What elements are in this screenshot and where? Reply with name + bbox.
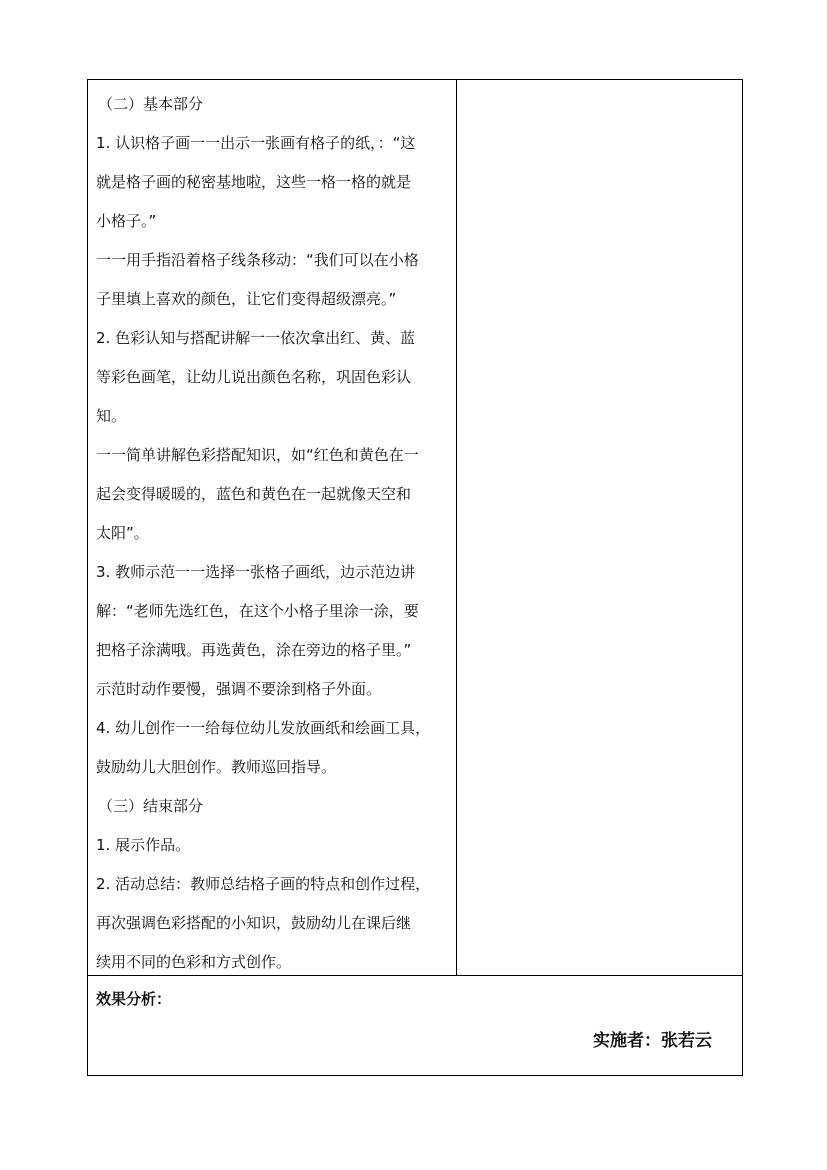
notes-cell [457, 80, 742, 975]
step-4-paragraph: 4. 幼儿创作一一给每位幼儿发放画纸和绘画工具， 鼓励幼儿大胆创作。教师巡回指导。 [96, 719, 431, 776]
step-1-paragraph: 1. 认识格子画一一出示一张画有格子的纸，：“这 就是格子画的秘密基地啦，这些一格一格的就是 小格子。” [96, 134, 416, 230]
activity-process-cell [88, 80, 457, 975]
lesson-plan-table [87, 79, 743, 1076]
section-heading-end: （三）结束部分 [98, 797, 204, 815]
section-heading-basic: （二）基本部分 [98, 95, 204, 113]
effect-analysis-label: 效果分析： [96, 990, 172, 1008]
step-3-paragraph: 3. 教师示范一一选择一张格子画纸，边示范边讲 解：“老师先选红色，在这个小格子里涂一涂，要 把格子涂满哦。再选黄色，涂在旁边的格子里。” 示范时动作要慢，强调不要涂到格子外面。 [96, 563, 419, 698]
implementer-signature: 实施者：张若云 [593, 1031, 712, 1051]
step-1-detail-paragraph: 一一用手指沿着格子线条移动：“我们可以在小格 子里填上喜欢的颜色，让它们变得超级漂亮。” [96, 251, 419, 308]
step-2-paragraph: 2. 色彩认知与搭配讲解一一依次拿出红、黄、蓝 等彩色画笔，让幼儿说出颜色名称，巩固色彩认 知。 [96, 329, 416, 425]
effect-analysis-cell [88, 975, 742, 1075]
step-2-detail-paragraph: 一一简单讲解色彩搭配知识，如“红色和黄色在一 起会变得暖暖的，蓝色和黄色在一起就像天空和 太阳”。 [96, 446, 419, 542]
end-step-1-paragraph: 1. 展示作品。 [96, 836, 191, 854]
end-step-2-paragraph: 2. 活动总结：教师总结格子画的特点和创作过程， 再次强调色彩搭配的小知识，鼓励幼儿在课后继 续用不同的色彩和方式创作。 [96, 875, 431, 971]
